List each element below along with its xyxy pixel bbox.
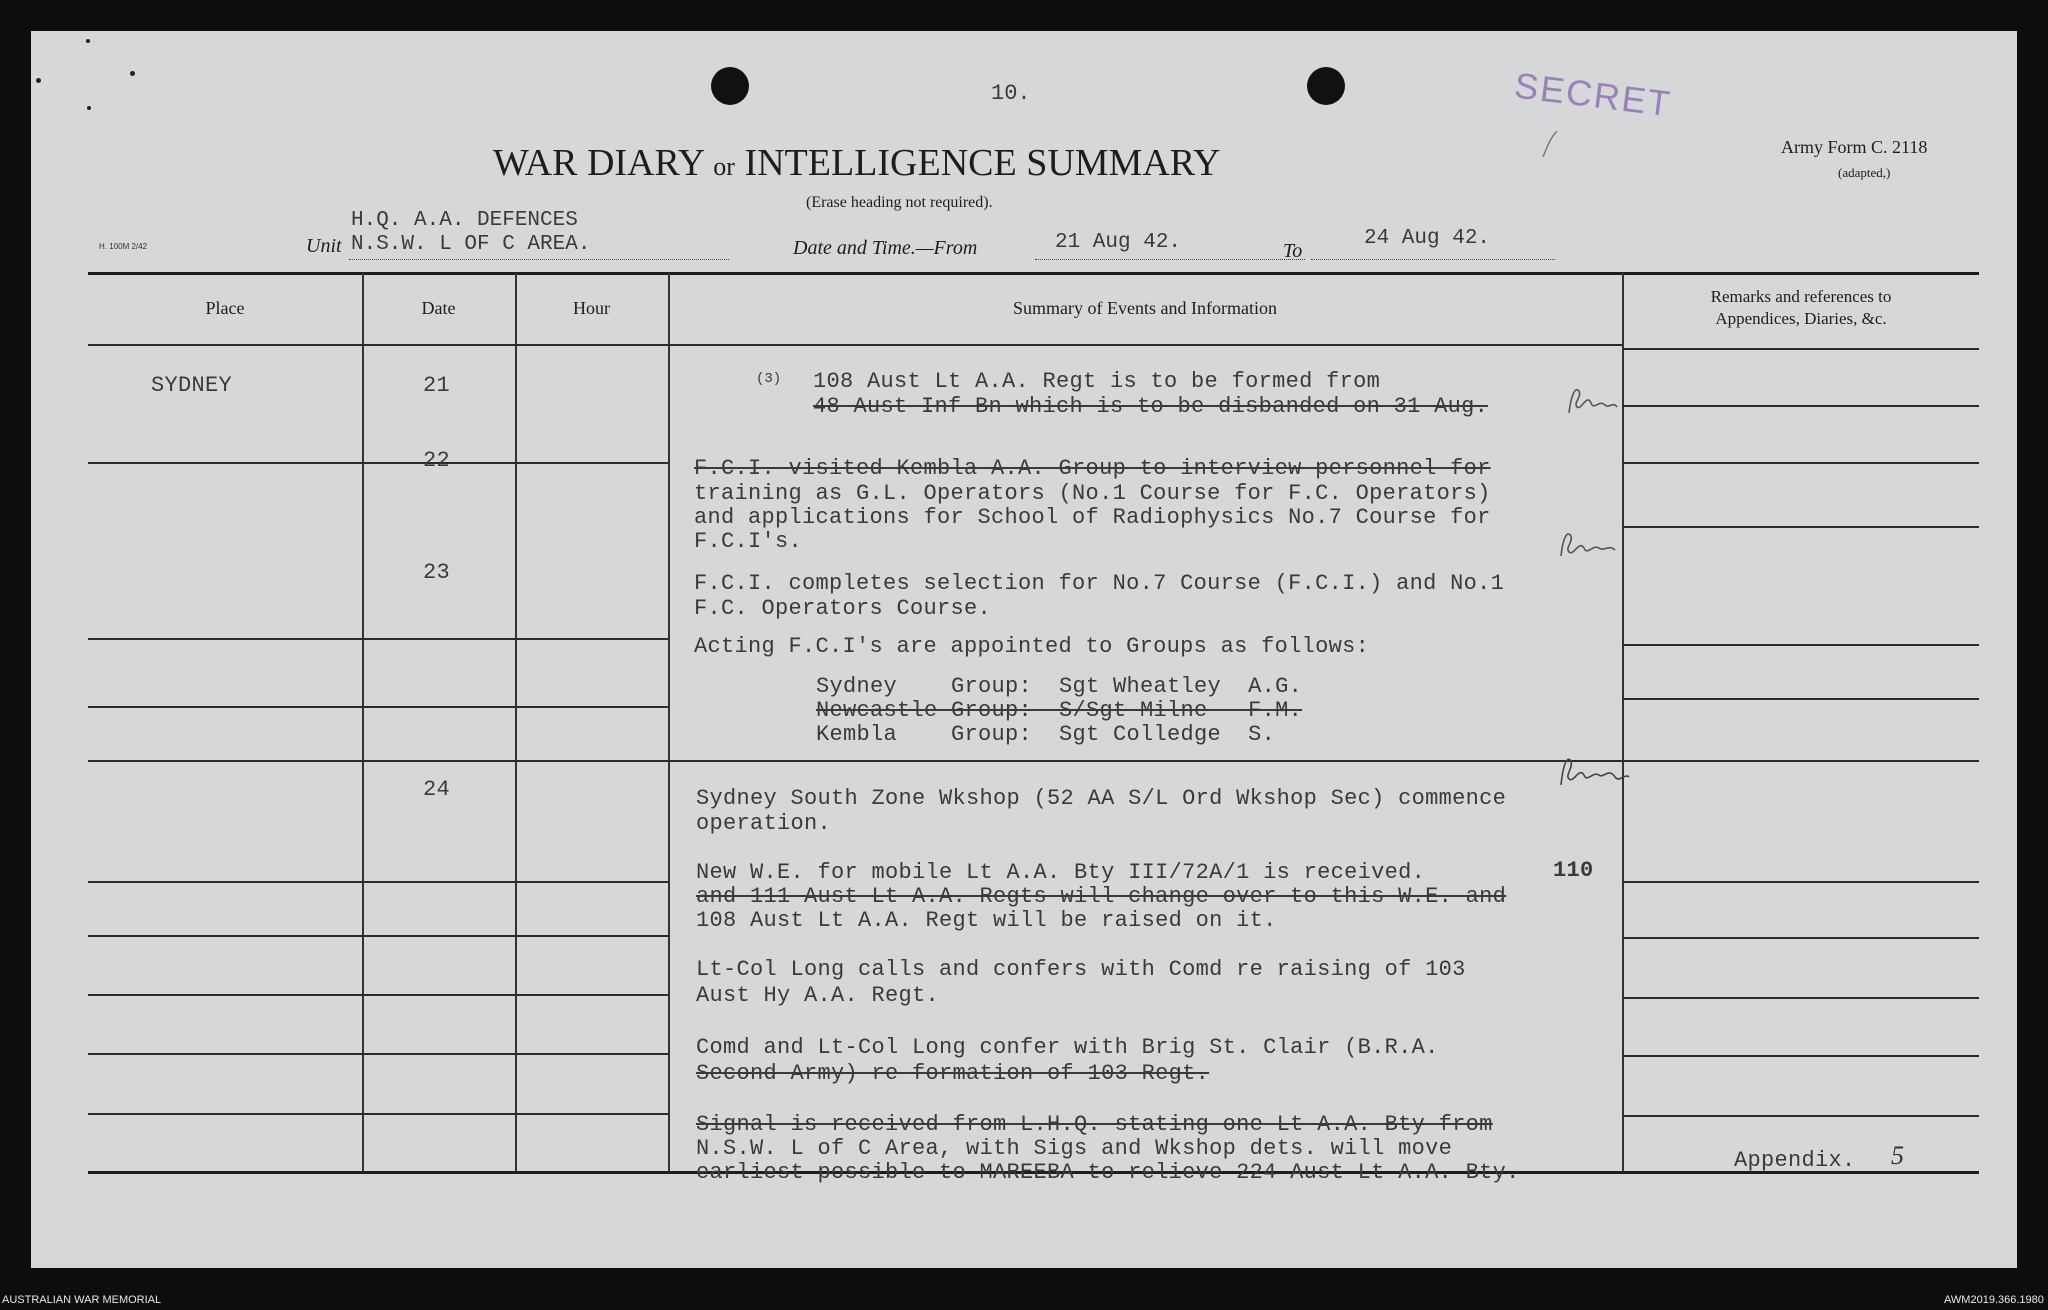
date-21: 21 bbox=[423, 373, 451, 398]
paper-speck bbox=[36, 78, 41, 83]
entry-24e-line-3: earliest possible to MAREEBA to relieve 224 Aust Lt A.A. Bty. bbox=[696, 1160, 1520, 1185]
date-24: 24 bbox=[423, 777, 451, 802]
entry-24b-line-1: New W.E. for mobile Lt A.A. Bty III/72A/1 is received. bbox=[696, 860, 1426, 885]
entry-24a-line-1: Sydney South Zone Wkshop (52 AA S/L Ord Wkshop Sec) commence bbox=[696, 786, 1507, 811]
col-header-hour: Hour bbox=[573, 298, 610, 318]
from-date: 21 Aug 42. bbox=[1055, 231, 1182, 254]
entry-22-line-4: F.C.I's. bbox=[694, 529, 803, 554]
army-form-note: (adapted,) bbox=[1838, 165, 1891, 180]
place-sydney: SYDNEY bbox=[151, 373, 233, 398]
entry-24e-line-2: N.S.W. L of C Area, with Sigs and Wkshop dets. will move bbox=[696, 1136, 1453, 1161]
table-top-rule bbox=[88, 272, 1979, 275]
date-23: 23 bbox=[423, 560, 451, 585]
date-22: 22 bbox=[423, 448, 451, 473]
entry-24e-line-1: Signal is received from L.H.Q. stating one Lt A.A. Bty from bbox=[696, 1112, 1493, 1137]
punch-hole-right bbox=[1307, 67, 1345, 105]
entry-24d-line-1: Comd and Lt-Col Long confer with Brig St. Clair (B.R.A. bbox=[696, 1035, 1439, 1060]
entry-24b-line-3: 108 Aust Lt A.A. Regt will be raised on it. bbox=[696, 908, 1277, 933]
to-date: 24 Aug 42. bbox=[1364, 227, 1491, 250]
group-line-sydney: Sydney Group: Sgt Wheatley A.G. bbox=[816, 674, 1303, 699]
footer-right: AWM2019.366.1980 bbox=[1944, 1294, 2044, 1306]
title-intelligence-summary: INTELLIGENCE SUMMARY bbox=[744, 142, 1221, 184]
col-header-place: Place bbox=[205, 298, 245, 318]
handwritten-initials bbox=[1551, 526, 1621, 571]
entry-24b-110: 110 bbox=[1553, 858, 1594, 883]
form-subtitle: (Erase heading not required). bbox=[806, 194, 993, 211]
col-header-summary: Summary of Events and Information bbox=[1013, 298, 1277, 318]
secret-stamp: SECRET bbox=[1512, 64, 1675, 125]
entry-24a-line-2: operation. bbox=[696, 811, 832, 836]
appendix-label: Appendix. bbox=[1734, 1148, 1856, 1173]
entry-23-line-2: F.C. Operators Course. bbox=[694, 596, 992, 621]
to-label: To bbox=[1283, 240, 1303, 262]
col-divider-hour-summary bbox=[668, 273, 670, 1171]
entry-21-line-2: 48 Aust Inf Bn which is to be disbanded on 31 Aug. bbox=[813, 394, 1489, 419]
unit-line-1: H.Q. A.A. DEFENCES bbox=[351, 209, 578, 232]
unit-label: Unit bbox=[306, 235, 342, 257]
diary-page bbox=[31, 31, 2017, 1268]
group-line-kembla: Kembla Group: Sgt Colledge S. bbox=[816, 722, 1276, 747]
page-number: 10. bbox=[991, 81, 1031, 106]
col-header-remarks: Remarks and references to Appendices, Diaries, &c. bbox=[1710, 287, 1892, 328]
footer-left: AUSTRALIAN WAR MEMORIAL bbox=[2, 1294, 162, 1306]
title-or: or bbox=[713, 152, 735, 181]
col-divider-summary-remarks bbox=[1622, 273, 1624, 1171]
date-time-label: Date and Time.—From bbox=[793, 237, 978, 259]
entry-24c-line-1: Lt-Col Long calls and confers with Comd re raising of 103 bbox=[696, 957, 1466, 982]
unit-dotted-line bbox=[349, 259, 729, 260]
paper-speck bbox=[130, 71, 135, 76]
handwritten-mark bbox=[1539, 127, 1561, 161]
punch-hole-left bbox=[711, 67, 749, 105]
handwritten-initials bbox=[1561, 381, 1621, 426]
entry-24c-line-2: Aust Hy A.A. Regt. bbox=[696, 983, 940, 1008]
entry-24d-line-2: Second Army) re formation of 103 Regt. bbox=[696, 1061, 1210, 1086]
paper-speck bbox=[87, 106, 91, 110]
col-divider-date-hour bbox=[515, 273, 517, 1171]
col-header-date: Date bbox=[421, 298, 456, 318]
col-divider-place-date bbox=[362, 273, 364, 1171]
print-code: H. 100M 2/42 bbox=[99, 242, 148, 251]
entry-22-line-2: training as G.L. Operators (No.1 Course for F.C. Operators) bbox=[694, 481, 1491, 506]
entry-23-line-3: Acting F.C.I's are appointed to Groups as follows: bbox=[694, 634, 1370, 659]
form-title bbox=[493, 141, 1220, 185]
paper-speck bbox=[86, 39, 90, 43]
entry-22-line-3: and applications for School of Radiophysics No.7 Course for bbox=[694, 505, 1491, 530]
entry-24b-line-2: and 111 Aust Lt A.A. Regts will change over to this W.E. and bbox=[696, 884, 1507, 909]
entry-23-line-1: F.C.I. completes selection for No.7 Course (F.C.I.) and No.1 bbox=[694, 571, 1505, 596]
entry-21-marker: (3) bbox=[756, 371, 782, 387]
entry-22-line-1: F.C.I. visited Kembla A.A. Group to interview personnel for bbox=[694, 456, 1491, 481]
title-war-diary: WAR DIARY bbox=[493, 142, 704, 184]
from-dotted-line bbox=[1035, 259, 1305, 260]
appendix-number: 5 bbox=[1891, 1141, 1904, 1170]
group-line-newcastle: Newcastle Group: S/Sgt Milne F.M. bbox=[816, 698, 1303, 723]
entry-21-line-1: 108 Aust Lt A.A. Regt is to be formed from bbox=[813, 369, 1381, 394]
to-dotted-line bbox=[1311, 259, 1555, 260]
handwritten-initials bbox=[1551, 751, 1631, 796]
army-form-number: Army Form C. 2118 bbox=[1781, 137, 1928, 157]
unit-line-2: N.S.W. L OF C AREA. bbox=[351, 233, 591, 256]
